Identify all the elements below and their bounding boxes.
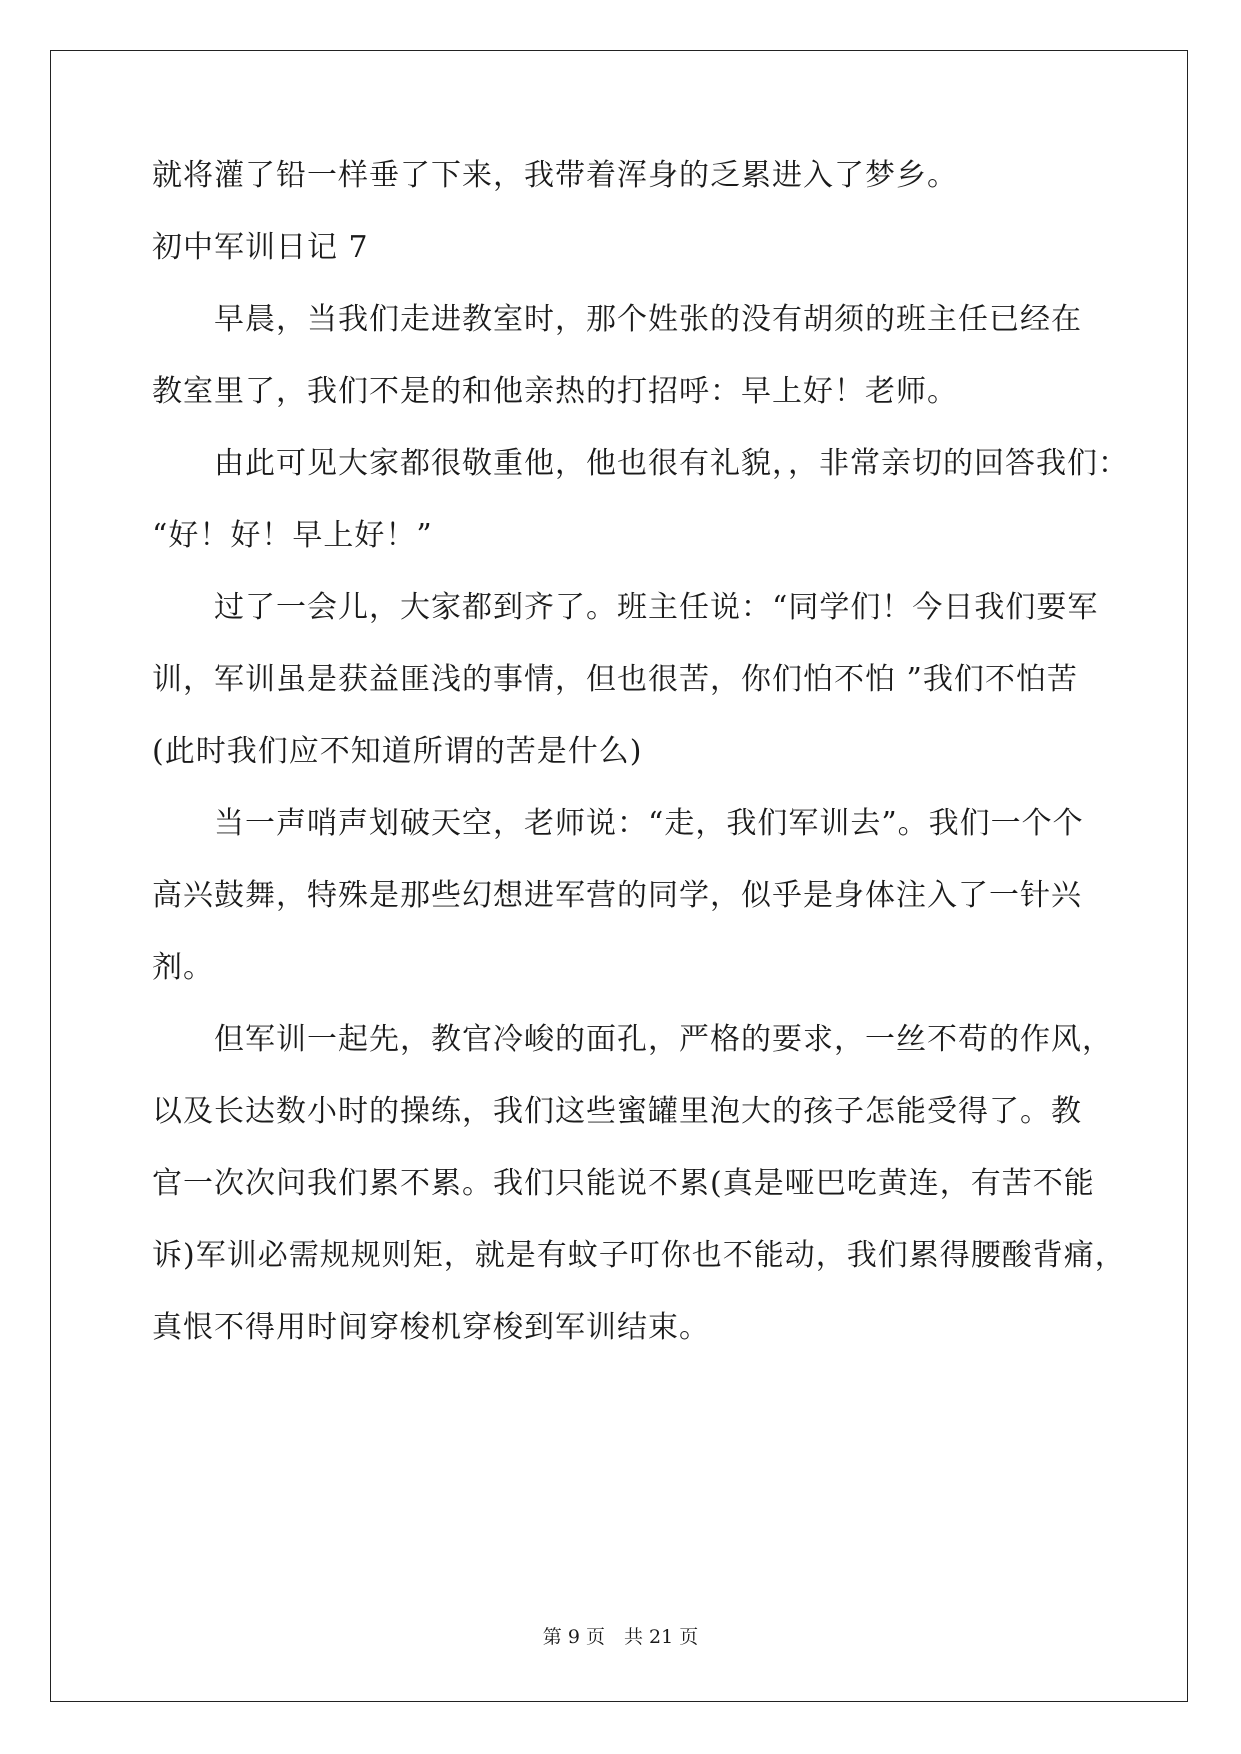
- text-line: 训，军训虽是获益匪浅的事情，但也很苦，你们怕不怕 ”我们不怕苦: [152, 662, 1078, 697]
- text-line: 高兴鼓舞，特殊是那些幻想进军营的同学，似乎是身体注入了一针兴: [152, 878, 1082, 913]
- text-line: 过了一会儿，大家都到齐了。班主任说：“同学们！今日我们要军: [214, 590, 1099, 625]
- section-heading: 初中军训日记 7: [152, 230, 369, 265]
- text-line: 由此可见大家都很敬重他，他也很有礼貌，，非常亲切的回答我们：: [214, 446, 1129, 481]
- text-line: 诉)军训必需规规则矩，就是有蚊子叮你也不能动，我们累得腰酸背痛，: [152, 1238, 1126, 1273]
- text-line: “好！好！早上好！”: [152, 518, 433, 553]
- text-line: 当一声哨声划破天空，老师说：“走，我们军训去”。我们一个个: [214, 806, 1084, 841]
- text-line: 以及长达数小时的操练，我们这些蜜罐里泡大的孩子怎能受得了。教: [152, 1094, 1082, 1129]
- text-line: 官一次次问我们累不累。我们只能说不累(真是哑巴吃黄连，有苦不能: [152, 1166, 1095, 1201]
- page-number-footer: 第 9 页 共 21 页: [542, 1626, 699, 1648]
- text-line: 真恨不得用时间穿梭机穿梭到军训结束。: [152, 1310, 710, 1345]
- text-line: (此时我们应不知道所谓的苦是什么): [152, 734, 643, 769]
- text-line: 就将灌了铅一样垂了下来，我带着浑身的乏累进入了梦乡。: [152, 158, 958, 193]
- text-line: 教室里了，我们不是的和他亲热的打招呼：早上好！老师。: [152, 374, 958, 409]
- text-line: 剂。: [152, 950, 214, 985]
- text-line: 但军训一起先，教官冷峻的面孔，严格的要求，一丝不苟的作风，: [214, 1022, 1113, 1057]
- text-line: 早晨，当我们走进教室时，那个姓张的没有胡须的班主任已经在: [214, 302, 1082, 337]
